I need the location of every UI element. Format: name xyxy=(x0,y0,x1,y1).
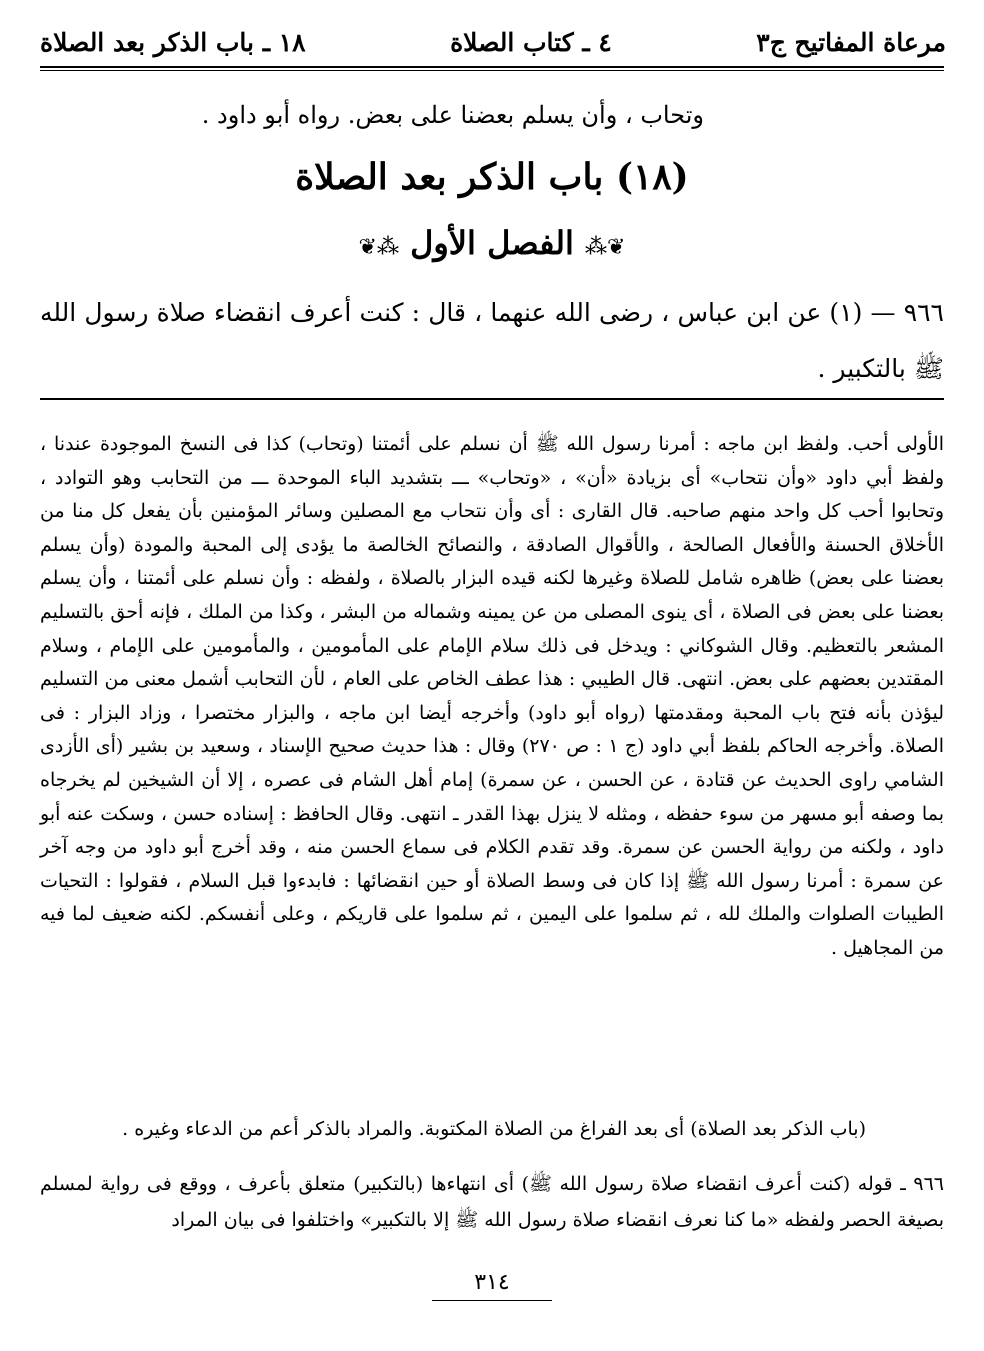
page-number: ٣١٤ xyxy=(474,1270,510,1295)
chapter-title: (١٨) باب الذكر بعد الصلاة xyxy=(295,156,689,198)
header-rule-thin xyxy=(40,70,944,71)
text-commentary-divider xyxy=(40,398,944,400)
ornament-right-icon: ❦⁂ xyxy=(585,235,626,260)
section-title-block xyxy=(40,218,944,273)
header-rule xyxy=(40,66,944,68)
continuation-text: وتحاب ، وأن يسلم بعضنا على بعض. رواه أبو داود . xyxy=(201,101,704,129)
header-book-section: ٤ ـ كتاب الصلاة xyxy=(450,27,612,57)
chapter-note: (باب الذكر بعد الصلاة) أى بعد الفراغ من الصلاة المكتوبة. والمراد بالذكر أعم من الدعاء وغيره . xyxy=(122,1118,866,1140)
page-number-rule xyxy=(432,1300,552,1301)
hadith-966-commentary: ٩٦٦ ـ قوله (كنت أعرف انقضاء صلاة رسول الله ﷺ) أى انتهاءها (بالتكبير) متعلق بأعرف ، ووقع فى رواية لمسلم بصيغة الحصر ولفظه «ما كنا نعرف انقضاء صلاة رسول الله ﷺ إلا بالتكبير» واختلفوا فى بيان المراد xyxy=(40,1173,944,1231)
commentary-text: الأولى أحب. ولفظ ابن ماجه : أمرنا رسول الله ﷺ أن نسلم على أئمتنا (وتحاب) كذا فى النسخ الموجودة عندنا ، ولفظ أبي داود «وأن نتحاب» أى بزيادة «أن» ، «وتحاب» ـــ بتشديد الباء الموحدة ـــ من التحابب وهو التوادد ، وتحابوا أحب كل واحد منهم صاحبه. قال القارى : أى وأن نتحاب مع المصلين وسائر المؤمنين بأن يفعل كل منا من الأخلاق الحسنة والأفعال الصالحة ، والأقوال الصادقة ، والنصائح الخالصة ما يؤدى إلى المحبة والمودة (وأن يسلم بعضنا على بعض) ظاهره شامل للصلاة وغيرها لكنه قيده البزار بالصلاة ، ولفظه : وأن نسلم على أئمتنا ، وأن يسلم بعضنا على بعض فى الصلاة ، أى ينوى المصلى من عن يمينه وشماله من البشر ، وكذا من الملك ، فإنه أحق بالتسليم المشعر بالتعظيم. وقال الشوكاني : ويدخل فى ذلك سلام الإمام على المأمومين ، والمأمومين على الإمام ، وسلام المقتدين بعضهم على بعض. انتهى. قال الطيبي : هذا عطف الخاص على العام ، لأن التحابب أشمل معنى من التسليم ليؤذن بأنه فتح باب المحبة ومقدمتها (رواه أبو داود) وأخرجه أيضا ابن ماجه ، والبزار مختصرا ، وزاد البزار : فى الصلاة. وأخرجه الحاكم بلفظ أبي داود (ج ١ : ص ٢٧٠) وقال : هذا حديث صحيح الإسناد ، وسعيد بن بشير (أى الأزدى الشامي راوى الحديث عن قتادة ، عن الحسن ، عن سمرة) إمام أهل الشام فى عصره ، إلا أن الشيخين لم يخرجاه بما وصفه أبو مسهر من سوء حفظه ، ومثله لا ينزل بهذا القدر ـ انتهى. وقال الحافظ : إسناده حسن ، وسكت عنه أبو داود ، ولكنه من رواية الحسن عن سمرة. وقد تقدم الكلام فى سماع الحسن منه ، وقد أخرج أبو داود من وجه آخر عن سمرة : أمرنا رسول الله ﷺ إذا كان فى وسط الصلاة أو حين انقضائها : فابدءوا قبل السلام ، فقولوا : التحيات الطيبات الصلوات والملك لله ، ثم سلموا على اليمين ، ثم سلموا على قاريكم ، وعلى أنفسكم. لكنه ضعيف لما فيه من المجاهيل . xyxy=(40,433,944,959)
header-chapter: ١٨ ـ باب الذكر بعد الصلاة xyxy=(40,27,306,57)
ornament-left-icon: ⁂❦ xyxy=(358,235,399,260)
section-title: الفصل الأول xyxy=(410,224,574,262)
header-book-title: مرعاة المفاتيح ج٣ xyxy=(756,27,946,57)
running-header xyxy=(40,22,946,62)
hadith-text: ٩٦٦ — (١) عن ابن عباس ، رضى الله عنهما ، قال : كنت أعرف انقضاء صلاة رسول الله ﷺ بالتكبير . xyxy=(40,298,944,383)
